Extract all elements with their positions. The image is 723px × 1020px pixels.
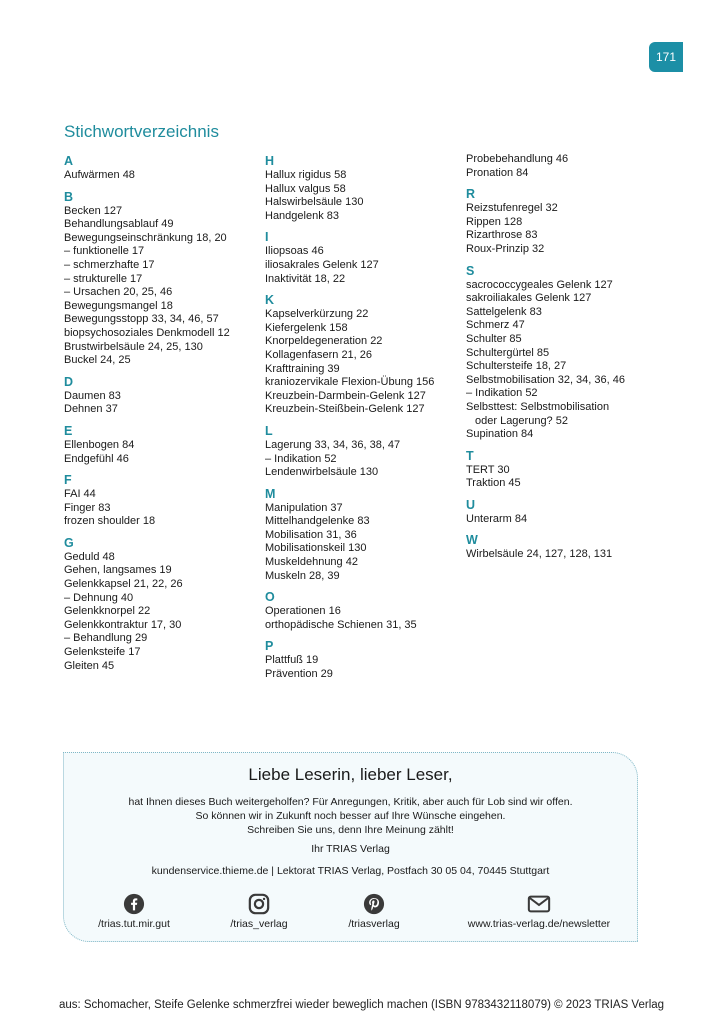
index-entry: Bewegungsstopp 33, 34, 46, 57 <box>64 313 219 326</box>
index-entry: Kreuzbein-Steißbein-Gelenk 127 <box>265 403 425 416</box>
index-letter: S <box>466 263 475 278</box>
index-entry: Prävention 29 <box>265 668 333 681</box>
index-entry: Lagerung 33, 34, 36, 38, 47 <box>265 438 401 451</box>
index-entry: Bewegungsmangel 18 <box>64 299 173 312</box>
index-entry: Iliopsoas 46 <box>265 245 324 258</box>
index-entry: – Behandlung 29 <box>64 632 148 645</box>
index-entry: Rizarthrose 83 <box>466 229 538 242</box>
index-entry: Plattfuß 19 <box>265 654 319 667</box>
index-entry: oder Lagerung? 52 <box>475 414 568 427</box>
index-letter: U <box>466 497 476 512</box>
index-entry: Schultersteife 18, 27 <box>466 360 567 373</box>
index-entry: – Indikation 52 <box>466 387 538 400</box>
facebook-icon <box>123 893 145 915</box>
index-entry: Muskeldehnung 42 <box>265 556 358 569</box>
index-entry: frozen shoulder 18 <box>64 515 156 528</box>
index-entry: Gelenkknorpel 22 <box>64 605 151 618</box>
newsletter-label: www.trias-verlag.de/newsletter <box>467 918 611 930</box>
index-entry: Finger 83 <box>64 501 111 514</box>
index-letter: G <box>64 535 74 550</box>
index-entry: Manipulation 37 <box>265 501 343 514</box>
index-entry: iliosakrales Gelenk 127 <box>265 258 379 271</box>
message-line: Schreiben Sie uns, denn Ihre Meinung zählt! <box>247 824 454 836</box>
index-entry: Buckel 24, 25 <box>64 354 131 367</box>
index-entry: Schultergürtel 85 <box>466 346 550 359</box>
index-entry: Aufwärmen 48 <box>64 169 135 181</box>
index-entry: – Ursachen 20, 25, 46 <box>64 286 173 299</box>
mail-icon <box>527 893 551 915</box>
index-letter: B <box>64 189 74 204</box>
index-letter: F <box>64 473 72 488</box>
facebook-link[interactable] <box>89 893 179 930</box>
index-entry: – Dehnung 40 <box>64 591 134 604</box>
index-letter: W <box>466 533 478 548</box>
index-entry: Unterarm 84 <box>466 512 528 525</box>
index-entry: Reizstufenregel 32 <box>466 202 558 215</box>
index-letter: H <box>265 154 275 168</box>
index-entry: Kiefergelenk 158 <box>265 321 348 334</box>
facebook-label: /trias.tut.mir.gut <box>98 918 170 930</box>
newsletter-link[interactable] <box>454 893 624 930</box>
index-entry: Supination 84 <box>466 428 534 441</box>
index-entry: FAI 44 <box>64 488 96 501</box>
index-entry: sakroiliakales Gelenk 127 <box>466 292 592 305</box>
index-column-1 <box>64 153 264 673</box>
index-entry: Pronation 84 <box>466 166 529 179</box>
index-entry: biopsychosoziales Denkmodell 12 <box>64 326 230 339</box>
reader-feedback-box <box>63 752 638 942</box>
index-entry: Lendenwirbelsäule 130 <box>265 466 379 479</box>
instagram-link[interactable] <box>214 893 304 930</box>
index-letter: K <box>265 293 275 308</box>
index-entry: Selbstmobilisation 32, 34, 36, 46 <box>466 373 625 386</box>
index-letter: A <box>64 154 74 168</box>
index-entry: Mobilisation 31, 36 <box>265 528 357 541</box>
index-letter: P <box>265 639 274 654</box>
index-entry: Knorpeldegeneration 22 <box>265 335 383 348</box>
index-entry: Mittelhandgelenke 83 <box>265 515 370 528</box>
index-entry: Bewegungseinschränkung 18, 20 <box>64 231 227 244</box>
index-entry: – schmerzhafte 17 <box>64 258 155 271</box>
index-entry: Geduld 48 <box>64 550 115 563</box>
page-title: Stichwortverzeichnis <box>64 122 219 141</box>
message-line: So können wir in Zukunft noch besser auf Ihre Wünsche eingehen. <box>195 810 506 822</box>
index-entry: Wirbelsäule 24, 127, 128, 131 <box>466 548 613 561</box>
reader-box-signature: Ihr TRIAS Verlag <box>311 843 390 855</box>
index-entry: Inaktivität 18, 22 <box>265 272 346 285</box>
index-entry: Krafttraining 39 <box>265 362 340 375</box>
index-letter: T <box>466 448 474 463</box>
index-entry: Probebehandlung 46 <box>466 153 569 165</box>
pinterest-link[interactable] <box>329 893 419 930</box>
message-line: hat Ihnen dieses Buch weitergeholfen? Für Anregungen, Kritik, aber auch für Lob sind wir offen. <box>128 796 573 808</box>
index-entry: Gelenkkontraktur 17, 30 <box>64 618 182 631</box>
index-letter: I <box>265 230 269 245</box>
index-entry: Halswirbelsäule 130 <box>265 196 364 209</box>
index-entry: Rippen 128 <box>466 215 523 228</box>
index-entry: Roux-Prinzip 32 <box>466 242 545 255</box>
index-entry: Behandlungsablauf 49 <box>64 218 174 231</box>
index-letter: D <box>64 374 74 389</box>
instagram-label: /trias_verlag <box>230 918 288 930</box>
index-entry: Kreuzbein-Darmbein-Gelenk 127 <box>265 389 426 402</box>
index-letter: O <box>265 590 275 605</box>
index-entry: Becken 127 <box>64 204 123 217</box>
index-entry: Schulter 85 <box>466 332 522 345</box>
index-entry: Endgefühl 46 <box>64 452 129 465</box>
index-entry: – funktionelle 17 <box>64 245 145 258</box>
index-entry: Daumen 83 <box>64 389 121 402</box>
index-entry: Traktion 45 <box>466 477 521 490</box>
index-entry: sacrococcygeales Gelenk 127 <box>466 278 613 291</box>
index-entry: kraniozervikale Flexion-Übung 156 <box>265 376 435 389</box>
reader-box-heading: Liebe Leserin, lieber Leser, <box>248 765 453 784</box>
instagram-icon <box>248 893 270 915</box>
index-entry: – strukturelle 17 <box>64 272 143 285</box>
index-entry: Dehnen 37 <box>64 403 118 416</box>
index-entry: Hallux valgus 58 <box>265 182 346 195</box>
index-entry: Selbsttest: Selbstmobilisation <box>466 400 610 413</box>
page-number: 171 <box>649 42 683 72</box>
index-entry: Muskeln 28, 39 <box>265 569 340 582</box>
index-entry: Gehen, langsames 19 <box>64 564 172 577</box>
index-entry: Gelenkkapsel 21, 22, 26 <box>64 578 183 591</box>
index-entry: TERT 30 <box>466 463 510 476</box>
index-column-3 <box>466 153 686 562</box>
index-entry: – Indikation 52 <box>265 452 337 465</box>
index-entry: Brustwirbelsäule 24, 25, 130 <box>64 340 203 353</box>
index-entry: Hallux rigidus 58 <box>265 169 347 181</box>
index-entry: Schmerz 47 <box>466 319 525 332</box>
reader-box-message <box>64 795 637 837</box>
index-entry: Gelenksteife 17 <box>64 646 141 659</box>
index-letter: L <box>265 423 273 438</box>
source-footer: aus: Schomacher, Steife Gelenke schmerzfrei wieder beweglich machen (ISBN 9783432118079) © 2023 TRIAS Verlag <box>58 999 665 1011</box>
index-entry: Handgelenk 83 <box>265 209 340 222</box>
reader-box-address: kundenservice.thieme.de | Lektorat TRIAS Verlag, Postfach 30 05 04, 70445 Stuttgart <box>151 865 550 877</box>
index-entry: Operationen 16 <box>265 605 341 618</box>
index-entry: orthopädische Schienen 31, 35 <box>265 618 417 631</box>
index-entry: Ellenbogen 84 <box>64 438 135 451</box>
index-entry: Kollagenfasern 21, 26 <box>265 348 373 361</box>
index-entry: Sattelgelenk 83 <box>466 305 542 318</box>
pinterest-label: /triasverlag <box>348 918 400 930</box>
index-entry: Mobilisationskeil 130 <box>265 542 367 555</box>
index-letter: R <box>466 187 476 202</box>
index-entry: Gleiten 45 <box>64 659 115 672</box>
index-column-2 <box>265 153 465 682</box>
index-letter: E <box>64 423 73 438</box>
index-letter: M <box>265 486 276 501</box>
pinterest-icon <box>363 893 385 915</box>
index-entry: Kapselverkürzung 22 <box>265 308 369 321</box>
